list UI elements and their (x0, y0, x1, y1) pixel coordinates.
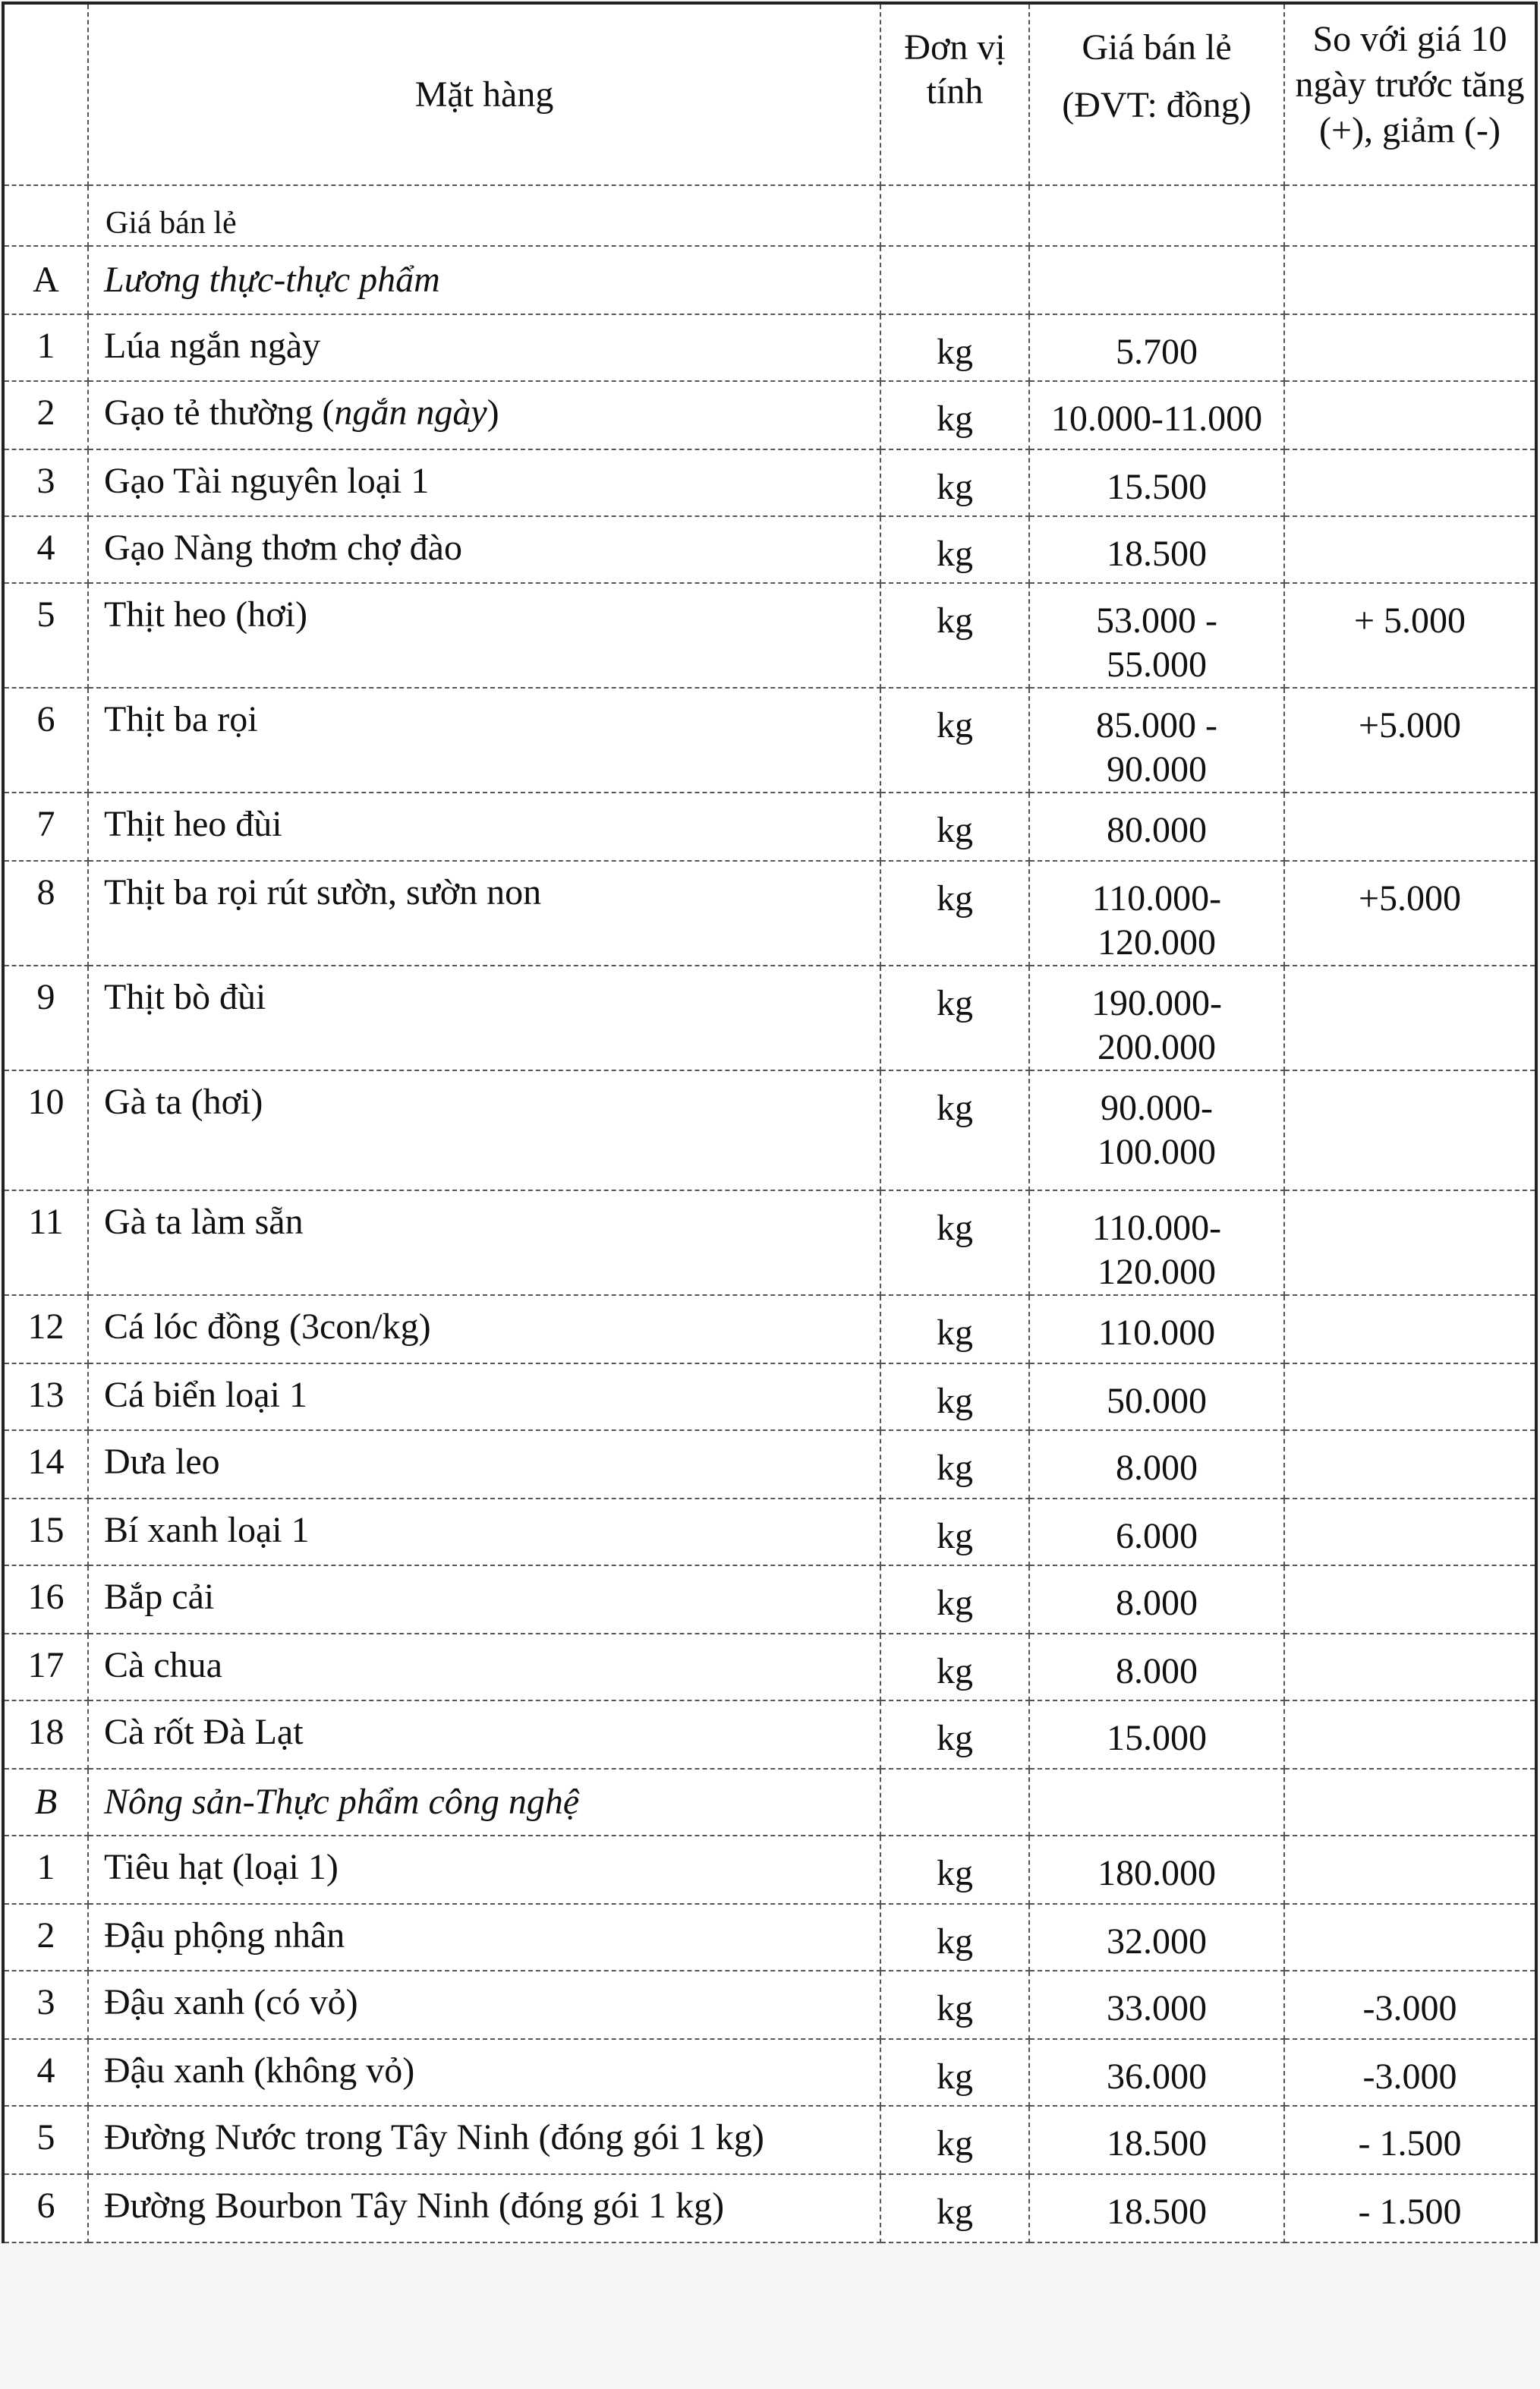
table-row (3, 381, 1536, 449)
change-cell (1284, 1070, 1536, 1190)
row-number: 2 (3, 1904, 88, 1971)
unit-cell: kg (880, 449, 1029, 516)
table-row (3, 793, 1536, 861)
table-row (3, 1499, 1536, 1565)
change-cell (1284, 1836, 1536, 1904)
change-cell (1284, 1190, 1536, 1295)
row-number: 5 (3, 583, 88, 688)
table-row (3, 2174, 1536, 2242)
item-name: Thịt heo (hơi) (88, 583, 880, 688)
change-cell (1284, 1700, 1536, 1769)
price-cell: 36.000 (1029, 2039, 1284, 2106)
price-cell: 110.000-120.000 (1029, 1190, 1284, 1295)
table-row (3, 1565, 1536, 1634)
price-cell: 32.000 (1029, 1904, 1284, 1971)
item-name: Thịt bò đùi (88, 966, 880, 1070)
row-number: 6 (3, 2174, 88, 2242)
item-name: Cà rốt Đà Lạt (88, 1700, 880, 1769)
section-b-row (3, 1769, 1536, 1836)
unit-cell: kg (880, 688, 1029, 793)
item-name: Đậu xanh (có vỏ) (88, 1971, 880, 2039)
item-name: Cá lóc đồng (3con/kg) (88, 1295, 880, 1363)
row-number: 14 (3, 1430, 88, 1499)
section-a-name: Lương thực-thực phẩm (88, 246, 880, 314)
item-name: Thịt heo đùi (88, 793, 880, 861)
section-a-code: A (3, 246, 88, 314)
unit-cell: kg (880, 1836, 1029, 1904)
item-name-tail: ) (487, 392, 499, 433)
empty-cell (880, 1769, 1029, 1836)
row-number: 15 (3, 1499, 88, 1565)
row-number: 16 (3, 1565, 88, 1634)
change-cell: -3.000 (1284, 1971, 1536, 2039)
unit-cell: kg (880, 1190, 1029, 1295)
section-a-row (3, 246, 1536, 314)
empty-cell (880, 185, 1029, 246)
price-cell: 110.000-120.000 (1029, 861, 1284, 966)
price-cell: 90.000-100.000 (1029, 1070, 1284, 1190)
section-b-name: Nông sản-Thực phẩm công nghệ (88, 1769, 880, 1836)
price-cell: 10.000-11.000 (1029, 381, 1284, 449)
table-row (3, 861, 1536, 966)
header-no (3, 3, 88, 185)
row-number: 4 (3, 2039, 88, 2106)
item-name: Cá biển loại 1 (88, 1363, 880, 1430)
item-name: Cà chua (88, 1634, 880, 1700)
retail-label: Giá bán lẻ (88, 185, 880, 246)
item-name: Dưa leo (88, 1430, 880, 1499)
price-cell: 18.500 (1029, 2106, 1284, 2174)
unit-cell: kg (880, 1070, 1029, 1190)
table-row (3, 516, 1536, 583)
change-cell (1284, 1430, 1536, 1499)
item-name: Gà ta (hơi) (88, 1070, 880, 1190)
header-unit: Đơn vị tính (880, 3, 1029, 185)
table-row (3, 1295, 1536, 1363)
item-name: Đậu phộng nhân (88, 1904, 880, 1971)
row-number: 18 (3, 1700, 88, 1769)
price-cell: 180.000 (1029, 1836, 1284, 1904)
unit-cell: kg (880, 1295, 1029, 1363)
item-name: Đậu xanh (không vỏ) (88, 2039, 880, 2106)
retail-label-no (3, 185, 88, 246)
item-name: Gà ta làm sẵn (88, 1190, 880, 1295)
price-cell: 50.000 (1029, 1363, 1284, 1430)
table-row (3, 1971, 1536, 2039)
row-number: 17 (3, 1634, 88, 1700)
header-price (1029, 3, 1284, 185)
table-row (3, 314, 1536, 381)
price-table (2, 2, 1538, 2243)
unit-cell: kg (880, 793, 1029, 861)
change-cell: - 1.500 (1284, 2106, 1536, 2174)
change-cell (1284, 449, 1536, 516)
change-cell (1284, 793, 1536, 861)
table-row (3, 1700, 1536, 1769)
row-number: 1 (3, 314, 88, 381)
change-cell (1284, 1634, 1536, 1700)
item-name: Thịt ba rọi rút sườn, sườn non (88, 861, 880, 966)
price-cell: 18.500 (1029, 516, 1284, 583)
row-number: 6 (3, 688, 88, 793)
item-name: Lúa ngắn ngày (88, 314, 880, 381)
item-name: Bí xanh loại 1 (88, 1499, 880, 1565)
unit-cell: kg (880, 1430, 1029, 1499)
header-price-line2: (ĐVT: đồng) (1062, 85, 1252, 125)
unit-cell: kg (880, 516, 1029, 583)
table-row (3, 1363, 1536, 1430)
table-row (3, 583, 1536, 688)
price-cell: 15.000 (1029, 1700, 1284, 1769)
empty-cell (880, 246, 1029, 314)
header-price-line1: Giá bán lẻ (1082, 27, 1232, 68)
change-cell (1284, 966, 1536, 1070)
unit-cell: kg (880, 1904, 1029, 1971)
item-name-italic: ngắn ngày (334, 392, 487, 433)
unit-cell: kg (880, 1634, 1029, 1700)
change-cell (1284, 1565, 1536, 1634)
empty-cell (1284, 185, 1536, 246)
table-row (3, 688, 1536, 793)
change-cell (1284, 516, 1536, 583)
item-name: Gạo Nàng thơm chợ đào (88, 516, 880, 583)
price-cell: 85.000 - 90.000 (1029, 688, 1284, 793)
header-item: Mặt hàng (88, 3, 880, 185)
unit-cell: kg (880, 1971, 1029, 2039)
change-cell (1284, 314, 1536, 381)
row-number: 1 (3, 1836, 88, 1904)
unit-cell: kg (880, 1565, 1029, 1634)
change-cell: +5.000 (1284, 688, 1536, 793)
change-cell (1284, 1499, 1536, 1565)
row-number: 12 (3, 1295, 88, 1363)
price-cell: 80.000 (1029, 793, 1284, 861)
table-row (3, 966, 1536, 1070)
empty-cell (1029, 246, 1284, 314)
row-number: 7 (3, 793, 88, 861)
row-number: 5 (3, 2106, 88, 2174)
change-cell (1284, 1295, 1536, 1363)
price-cell: 8.000 (1029, 1430, 1284, 1499)
price-cell: 18.500 (1029, 2174, 1284, 2242)
price-cell: 6.000 (1029, 1499, 1284, 1565)
empty-cell (1284, 246, 1536, 314)
price-cell: 8.000 (1029, 1565, 1284, 1634)
table-row (3, 1190, 1536, 1295)
change-cell (1284, 381, 1536, 449)
table-row (3, 1634, 1536, 1700)
table-row (3, 1070, 1536, 1190)
item-name: Bắp cải (88, 1565, 880, 1634)
change-cell (1284, 1904, 1536, 1971)
change-cell: - 1.500 (1284, 2174, 1536, 2242)
item-name: Đường Bourbon Tây Ninh (đóng gói 1 kg) (88, 2174, 880, 2242)
row-number: 8 (3, 861, 88, 966)
empty-cell (1029, 1769, 1284, 1836)
unit-cell: kg (880, 314, 1029, 381)
change-cell: + 5.000 (1284, 583, 1536, 688)
section-b-code: B (3, 1769, 88, 1836)
item-name: Tiêu hạt (loại 1) (88, 1836, 880, 1904)
row-number: 9 (3, 966, 88, 1070)
header-row (3, 3, 1536, 185)
price-cell: 33.000 (1029, 1971, 1284, 2039)
row-number: 11 (3, 1190, 88, 1295)
row-number: 4 (3, 516, 88, 583)
row-number: 2 (3, 381, 88, 449)
table-row (3, 449, 1536, 516)
unit-cell: kg (880, 2039, 1029, 2106)
header-change: So với giá 10 ngày trước tăng (+), giảm (-) (1284, 3, 1536, 185)
unit-cell: kg (880, 966, 1029, 1070)
table-row (3, 2039, 1536, 2106)
unit-cell: kg (880, 2174, 1029, 2242)
price-cell: 5.700 (1029, 314, 1284, 381)
unit-cell: kg (880, 1363, 1029, 1430)
table-row (3, 1904, 1536, 1971)
item-name: Gạo Tài nguyên loại 1 (88, 449, 880, 516)
unit-cell: kg (880, 583, 1029, 688)
table-row (3, 1836, 1536, 1904)
row-number: 13 (3, 1363, 88, 1430)
row-number: 3 (3, 1971, 88, 2039)
price-cell: 110.000 (1029, 1295, 1284, 1363)
row-number: 10 (3, 1070, 88, 1190)
retail-label-row (3, 185, 1536, 246)
price-cell: 190.000-200.000 (1029, 966, 1284, 1070)
table-row (3, 2106, 1536, 2174)
item-name: Đường Nước trong Tây Ninh (đóng gói 1 kg) (88, 2106, 880, 2174)
unit-cell: kg (880, 2106, 1029, 2174)
table-row (3, 1430, 1536, 1499)
unit-cell: kg (880, 381, 1029, 449)
change-cell (1284, 1363, 1536, 1430)
price-cell: 15.500 (1029, 449, 1284, 516)
item-name: Thịt ba rọi (88, 688, 880, 793)
item-name (88, 381, 880, 449)
price-cell: 53.000 - 55.000 (1029, 583, 1284, 688)
row-number: 3 (3, 449, 88, 516)
empty-cell (1029, 185, 1284, 246)
change-cell: -3.000 (1284, 2039, 1536, 2106)
unit-cell: kg (880, 1499, 1029, 1565)
empty-cell (1284, 1769, 1536, 1836)
unit-cell: kg (880, 1700, 1029, 1769)
change-cell: +5.000 (1284, 861, 1536, 966)
item-name-text: Gạo tẻ thường ( (104, 392, 335, 433)
unit-cell: kg (880, 861, 1029, 966)
price-cell: 8.000 (1029, 1634, 1284, 1700)
